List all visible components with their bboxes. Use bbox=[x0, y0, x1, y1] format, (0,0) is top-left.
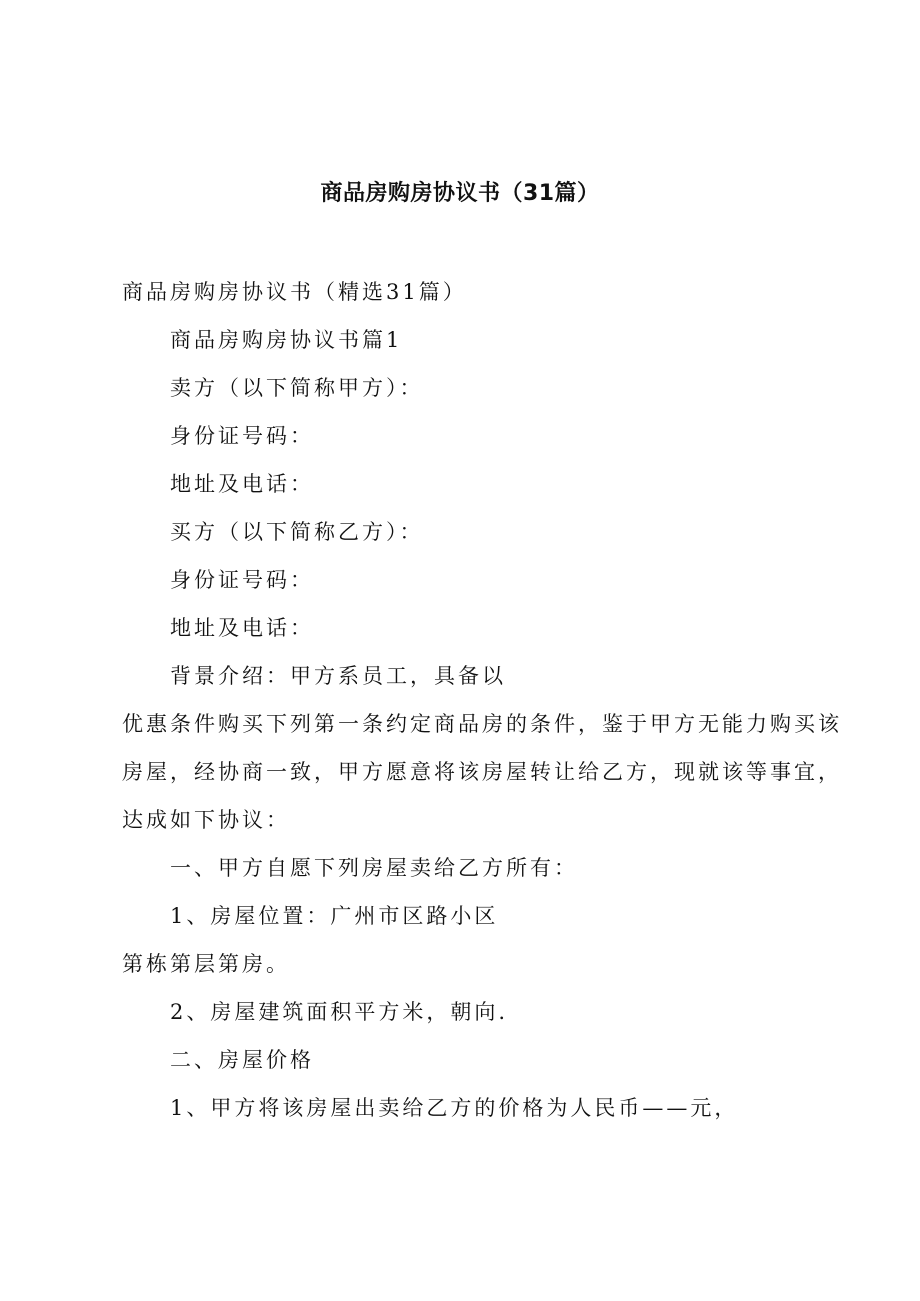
clause-heading: 一、甲方自愿下列房屋卖给乙方所有： bbox=[170, 856, 578, 880]
clause-item-continuation: 第栋第层第房。 bbox=[122, 952, 290, 976]
seller-id-label: 身份证号码： bbox=[170, 424, 314, 448]
section-heading: 商品房购房协议书篇1 bbox=[170, 328, 403, 352]
document-title: 商品房购房协议书（31篇） bbox=[320, 181, 600, 206]
seller-label: 卖方（以下简称甲方）： bbox=[170, 376, 424, 400]
buyer-address-label: 地址及电话： bbox=[170, 616, 314, 640]
buyer-id-label: 身份证号码： bbox=[170, 568, 314, 592]
buyer-label: 买方（以下简称乙方）： bbox=[170, 520, 424, 544]
background-paragraph-line: 优惠条件购买下列第一条约定商品房的条件，鉴于甲方无能力购买该 bbox=[122, 712, 842, 736]
seller-address-label: 地址及电话： bbox=[170, 472, 314, 496]
document-subtitle: 商品房购房协议书（精选31篇） bbox=[122, 280, 467, 304]
clause-heading: 二、房屋价格 bbox=[170, 1048, 314, 1072]
clause-item: 1、甲方将该房屋出卖给乙方的价格为人民币——元， bbox=[170, 1096, 739, 1120]
clause-item: 1、房屋位置：广州市区路小区 bbox=[170, 904, 499, 928]
clause-item: 2、房屋建筑面积平方米，朝向. bbox=[170, 1000, 509, 1024]
background-paragraph-line: 背景介绍：甲方系员工，具备以 bbox=[170, 664, 506, 688]
background-paragraph-line: 房屋，经协商一致，甲方愿意将该房屋转让给乙方，现就该等事宜， bbox=[122, 760, 842, 784]
background-paragraph-line: 达成如下协议： bbox=[122, 808, 290, 832]
